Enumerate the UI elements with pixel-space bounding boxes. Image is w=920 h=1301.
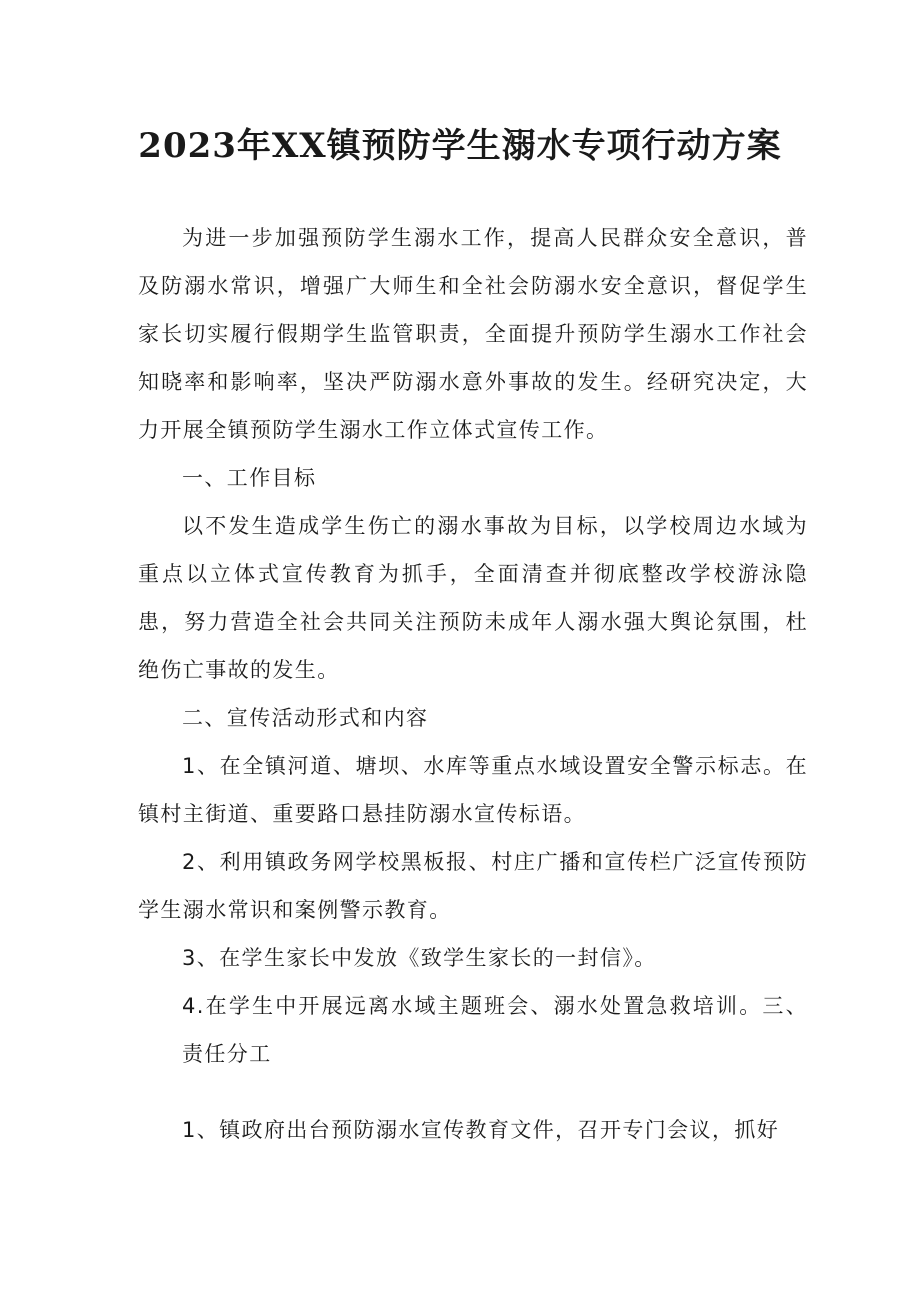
- responsibility-item-1: 1、镇政府出台预防溺水宣传教育文件，召开专门会议，抓好: [182, 1118, 780, 1142]
- activity-item-4: 4.在学生中开展远离水域主题班会、溺水处置急救培训。三、责任分工: [182, 994, 808, 1066]
- activity-item-2: 2、利用镇政务网学校黑板报、村庄广播和宣传栏广泛宣传预防学生溺水常识和案例警示教育。: [138, 850, 808, 922]
- activity-item-3: 3、在学生家长中发放《致学生家长的一封信》。: [182, 946, 657, 970]
- section-heading-goals: 一、工作目标: [182, 466, 317, 490]
- document-title: 2023年XX镇预防学生溺水专项行动方案: [138, 126, 782, 166]
- activity-item-1: 1、在全镇河道、塘坝、水库等重点水域设置安全警示标志。在镇村主街道、重要路口悬挂防溺水宣传标语。: [138, 754, 808, 826]
- section-heading-activities: 二、宣传活动形式和内容: [182, 706, 429, 730]
- intro-paragraph: 为进一步加强预防学生溺水工作，提高人民群众安全意识，普及防溺水常识，增强广大师生和全社会防溺水安全意识，督促学生家长切实履行假期学生监管职责，全面提升预防学生溺水工作社会知晓率和影响率，坚决严防溺水意外事故的发生。经研究决定，大力开展全镇预防学生溺水工作立体式宣传工作。: [138, 226, 808, 442]
- goals-paragraph: 以不发生造成学生伤亡的溺水事故为目标，以学校周边水域为重点以立体式宣传教育为抓手，全面清查并彻底整改学校游泳隐患，努力营造全社会共同关注预防未成年人溺水强大舆论氛围，杜绝伤亡事故的发生。: [138, 514, 808, 682]
